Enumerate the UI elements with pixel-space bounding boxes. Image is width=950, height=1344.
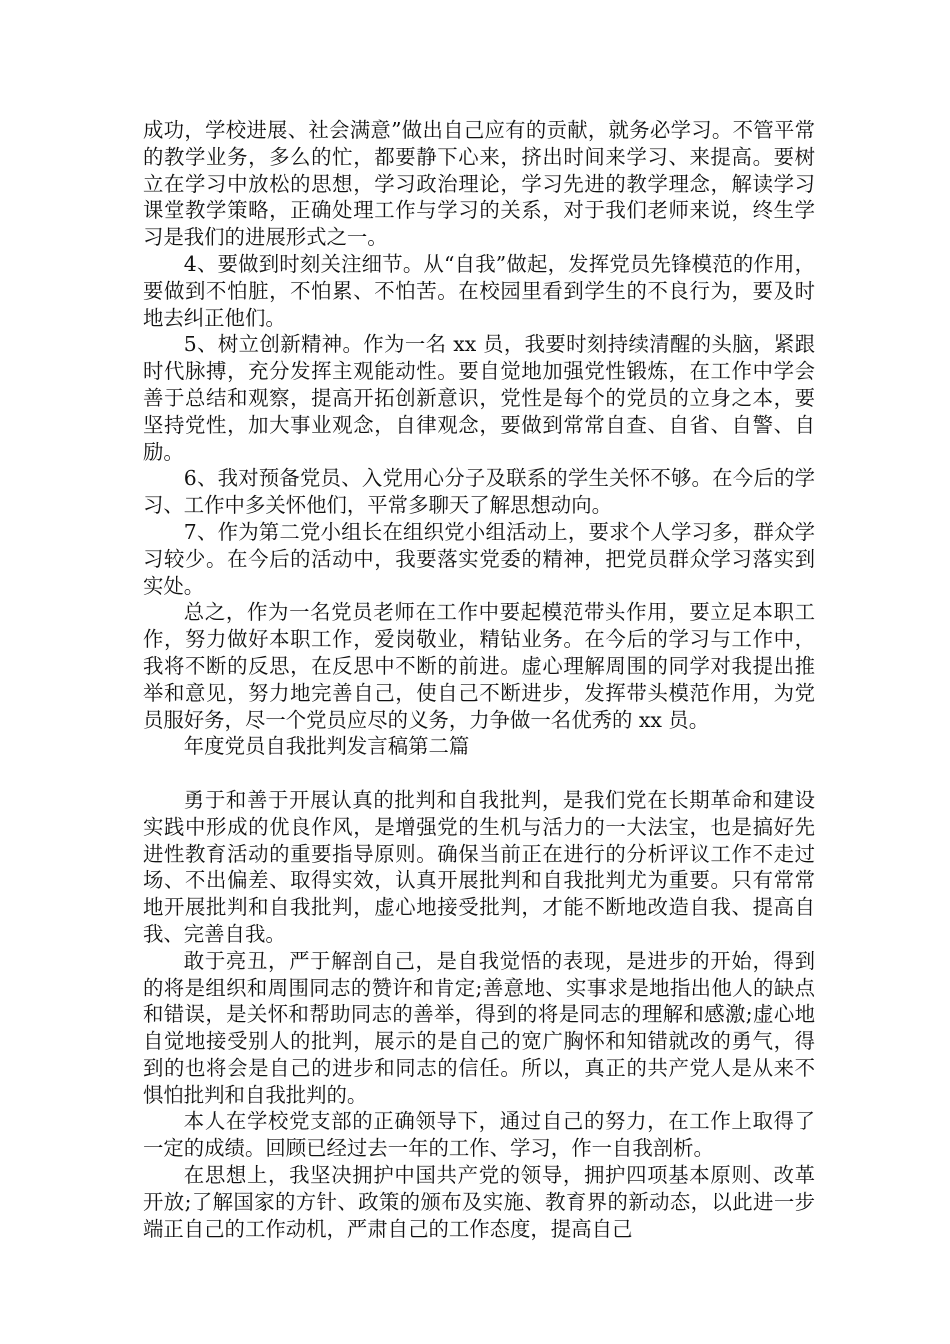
paragraph-criticism-intro: 勇于和善于开展认真的批判和自我批判，是我们党在长期革命和建设实践中形成的优良作风，是增强党的生机与活力的一大法宝，也是搞好先进性教育活动的重要指导原则。确保当前正在进行的分析评议工作不走过场、不出偏差、取得实效，认真开展批判和自我批判尤为重要。只有常常地开展批判和自我批判，虚心地接受批判，才能不断地改造自我、提高自我、完善自我。 (143, 787, 815, 946)
blank-line (143, 760, 815, 787)
paragraph-continued: 成功，学校进展、社会满意”做出自己应有的贡献，就务必学习。不管平常的教学业务，多么的忙，都要静下心来，挤出时间来学习、来提高。要树立在学习中放松的思想，学习政治理论，学习先进的教学理念，解读学习课堂教学策略，正确处理工作与学习的关系，对于我们老师来说，终生学习是我们的进展形式之一。 (143, 118, 815, 250)
paragraph-conclusion: 总之，作为一名党员老师在工作中要起模范带头作用，要立足本职工作，努力做好本职工作，爱岗敬业，精钻业务。在今后的学习与工作中，我将不断的反思，在反思中不断的前进。虚心理解周围的同学对我提出推举和意见，努力地完善自己，使自己不断进步，发挥带头模范作用，为党员服好务，尽一个党员应尽的义务，力争做一名优秀的 xx 员。 (143, 600, 815, 732)
paragraph-item-5: 5、树立创新精神。作为一名 xx 员，我要时刻持续清醒的头脑，紧跟时代脉搏，充分发挥主观能动性。要自觉地加强党性锻炼，在工作中学会善于总结和观察，提高开拓创新意识，党性是每个的党员的立身之本，要坚持党性，加大事业观念，自律观念，要做到常常自查、自省、自警、自励。 (143, 332, 815, 464)
paragraph-self-review: 本人在学校党支部的正确领导下，通过自己的努力，在工作上取得了一定的成绩。回顾已经过去一年的工作、学习，作一自我剖析。 (143, 1109, 815, 1161)
paragraph-item-4: 4、要做到时刻关注细节。从“自我”做起，发挥党员先锋模范的作用，要做到不怕脏，不怕累、不怕苦。在校园里看到学生的不良行为，要及时地去纠正他们。 (143, 251, 815, 330)
paragraph-ideology: 在思想上，我坚决拥护中国共产党的领导，拥护四项基本原则、改革开放;了解国家的方针、政策的颁布及实施、教育界的新动态，以此进一步端正自己的工作动机，严肃自己的工作态度，提高自己 (143, 1163, 815, 1241)
paragraph-item-6: 6、我对预备党员、入党用心分子及联系的学生关怀不够。在今后的学习、工作中多关怀他们，平常多聊天了解思想动向。 (143, 466, 815, 518)
paragraph-self-exposure: 敢于亮丑，严于解剖自己，是自我觉悟的表现，是进步的开始，得到的将是组织和周围同志的赞许和肯定;善意地、实事求是地指出他人的缺点和错误，是关怀和帮助同志的善举，得到的将是同志的理解和感激;虚心地自觉地接受别人的批判，展示的是自己的宽广胸怀和知错就改的勇气，得到的也将会是自己的进步和同志的信任。所以，真正的共产党人是从来不惧怕批判和自我批判的。 (143, 948, 815, 1107)
paragraph-item-7: 7、作为第二党小组长在组织党小组活动上，要求个人学习多，群众学习较少。在今后的活动中，我要落实党委的精神，把党员群众学习落实到实处。 (143, 519, 815, 598)
document-page (143, 117, 815, 1242)
section-heading: 年度党员自我批判发言稿第二篇 (183, 734, 470, 759)
